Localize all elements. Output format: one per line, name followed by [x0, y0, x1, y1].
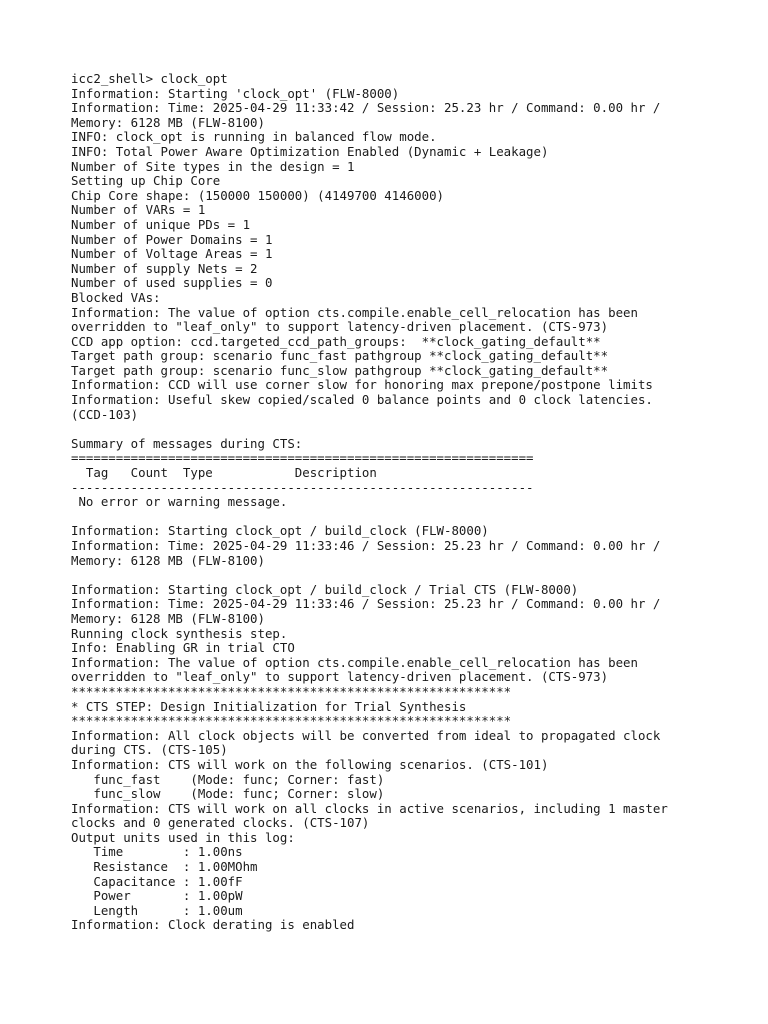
terminal-line: during CTS. (CTS-105) — [71, 742, 228, 758]
terminal-line: -------------------------------------------------------------- — [71, 479, 534, 495]
terminal-line: Information: CCD will use corner slow for honoring max prepone/postpone limits — [71, 377, 653, 393]
terminal-line: No error or warning message. — [71, 494, 288, 510]
terminal-line: *********************************************************** — [71, 683, 512, 699]
terminal-line: icc2_shell> clock_opt — [71, 71, 228, 86]
terminal-line: Information: The value of option cts.compile.enable_cell_relocation has been — [71, 654, 638, 670]
terminal-line: Information: Clock derating is enabled — [71, 917, 355, 933]
terminal-line: Tag Count Type Description — [71, 465, 377, 481]
terminal-line: Number of used supplies = 0 — [71, 275, 273, 291]
terminal-line: Information: Starting clock_opt / build_clock (FLW-8000) — [71, 523, 489, 539]
terminal-line: Information: All clock objects will be converted from ideal to propagated clock — [71, 727, 661, 743]
terminal-line: * CTS STEP: Design Initialization for Trial Synthesis — [71, 698, 467, 714]
terminal-line — [71, 510, 761, 525]
terminal-line: Info: Enabling GR in trial CTO — [71, 640, 295, 656]
terminal-line: Information: Useful skew copied/scaled 0 balance points and 0 clock latencies. — [71, 392, 653, 408]
terminal-line: Power : 1.00pW — [71, 888, 243, 904]
terminal-output[interactable] — [71, 72, 761, 933]
terminal-line: Chip Core shape: (150000 150000) (4149700 4146000) — [71, 187, 444, 203]
terminal-line: Number of Site types in the design = 1 — [71, 158, 355, 174]
terminal-line: *********************************************************** — [71, 713, 512, 729]
terminal-line: Information: Time: 2025-04-29 11:33:46 / Session: 25.23 hr / Command: 0.00 hr / — [71, 538, 661, 553]
terminal-line: Resistance : 1.00MOhm — [71, 859, 258, 875]
terminal-line: Number of unique PDs = 1 — [71, 216, 251, 232]
terminal-line: Information: Time: 2025-04-29 11:33:42 / Session: 25.23 hr / Command: 0.00 hr / — [71, 100, 661, 116]
terminal-line: Memory: 6128 MB (FLW-8100) — [71, 610, 265, 626]
terminal-line: Time : 1.00ns — [71, 844, 243, 860]
terminal-line: clocks and 0 generated clocks. (CTS-107) — [71, 815, 370, 831]
terminal-line: overridden to "leaf_only" to support latency-driven placement. (CTS-973) — [71, 319, 609, 335]
terminal-line: Blocked VAs: — [71, 289, 161, 305]
terminal-line: Information: Time: 2025-04-29 11:33:46 / Session: 25.23 hr / Command: 0.00 hr / — [71, 596, 661, 612]
terminal-line: Target path group: scenario func_fast pathgroup **clock_gating_default** — [71, 348, 609, 364]
terminal-line: Information: Starting 'clock_opt' (FLW-8000) — [71, 85, 400, 101]
terminal-line: Number of Power Domains = 1 — [71, 231, 273, 247]
terminal-line: Information: CTS will work on the following scenarios. (CTS-101) — [71, 756, 549, 772]
terminal-line: overridden to "leaf_only" to support latency-driven placement. (CTS-973) — [71, 669, 609, 685]
terminal-line: Memory: 6128 MB (FLW-8100) — [71, 114, 265, 130]
terminal-line: Number of supply Nets = 2 — [71, 260, 258, 276]
terminal-line: func_fast (Mode: func; Corner: fast) — [71, 771, 385, 787]
terminal-line: Number of Voltage Areas = 1 — [71, 246, 273, 262]
terminal-line: Memory: 6128 MB (FLW-8100) — [71, 552, 265, 568]
terminal-line: INFO: Total Power Aware Optimization Enabled (Dynamic + Leakage) — [71, 143, 549, 159]
terminal-line: Length : 1.00um — [71, 902, 243, 918]
terminal-line: Number of VARs = 1 — [71, 202, 206, 218]
terminal-line: Information: The value of option cts.compile.enable_cell_relocation has been — [71, 304, 638, 320]
terminal-line — [71, 568, 761, 583]
terminal-line — [71, 422, 761, 437]
terminal-line: func_slow (Mode: func; Corner: slow) — [71, 786, 385, 802]
terminal-line: ============================================================== — [71, 450, 534, 466]
terminal-line: Target path group: scenario func_slow pathgroup **clock_gating_default** — [71, 362, 609, 378]
terminal-line: Summary of messages during CTS: — [71, 435, 303, 451]
terminal-line: Information: CTS will work on all clocks in active scenarios, including 1 master — [71, 800, 668, 816]
terminal-line: (CCD-103) — [71, 406, 139, 422]
terminal-line: CCD app option: ccd.targeted_ccd_path_groups: **clock_gating_default** — [71, 333, 601, 349]
terminal-line: Running clock synthesis step. — [71, 625, 288, 641]
terminal-line: Setting up Chip Core — [71, 173, 221, 189]
terminal-line: Information: Starting clock_opt / build_clock / Trial CTS (FLW-8000) — [71, 581, 579, 597]
terminal-line: INFO: clock_opt is running in balanced flow mode. — [71, 129, 437, 145]
terminal-line: Capacitance : 1.00fF — [71, 873, 243, 889]
terminal-line: Output units used in this log: — [71, 829, 295, 845]
